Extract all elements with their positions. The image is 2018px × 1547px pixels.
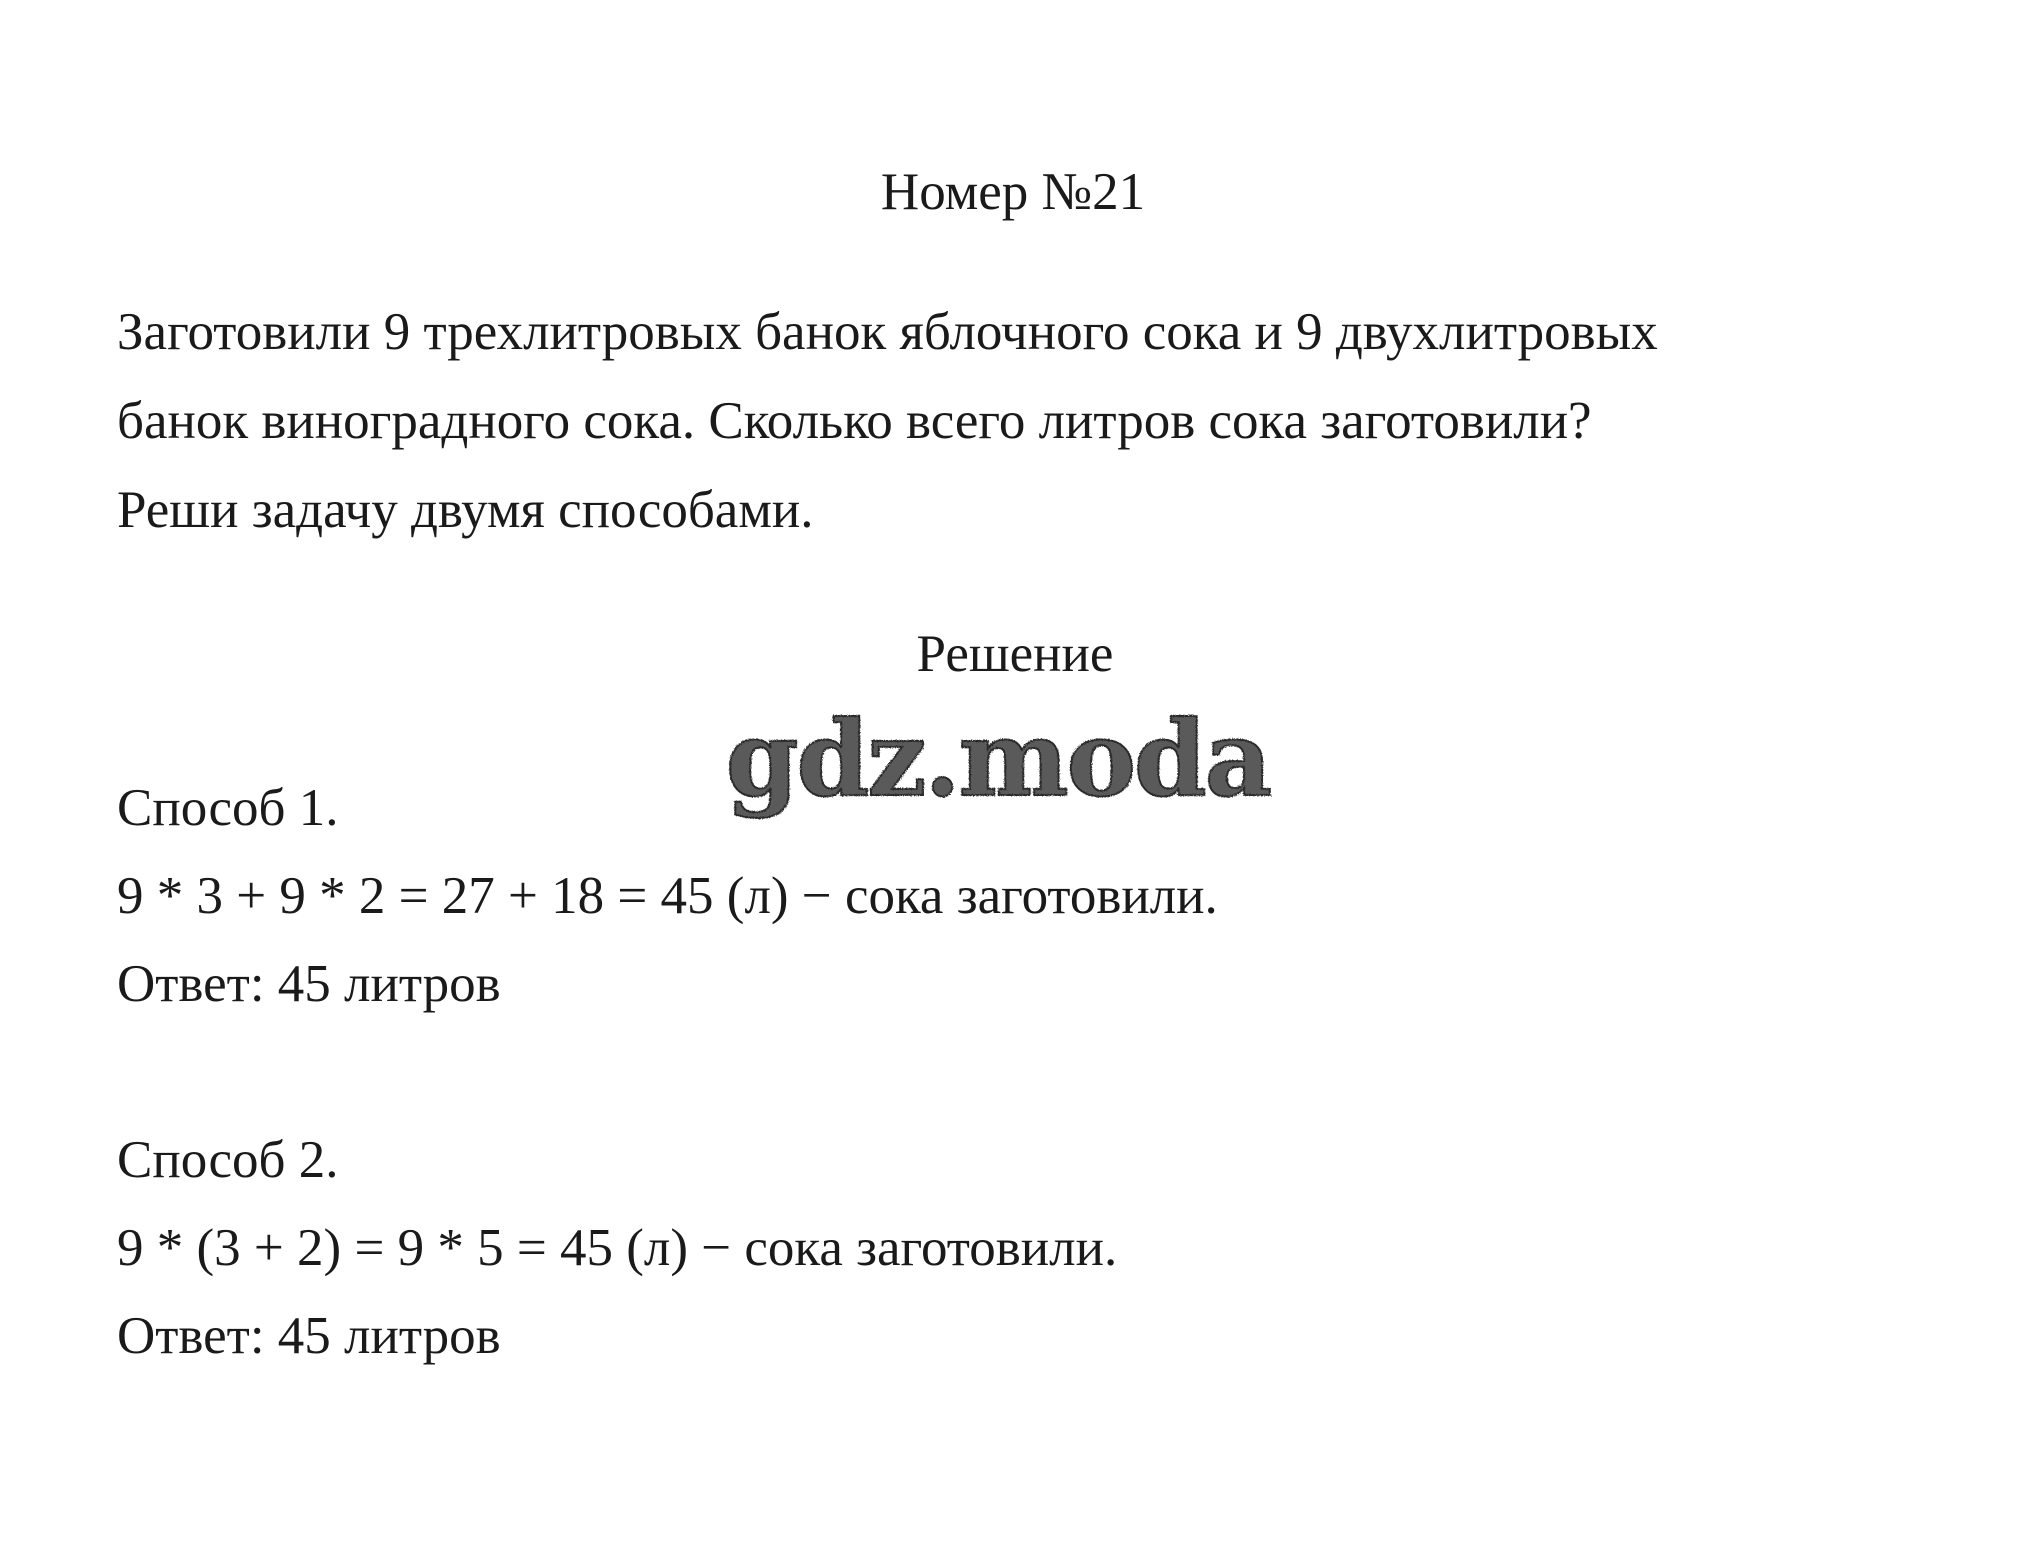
method-2-calculation: 9 * (3 + 2) = 9 * 5 = 45 (л) − сока заготовили. (117, 1219, 1118, 1277)
problem-line-1: Заготовили 9 трехлитровых банок яблочного сока и 9 двухлитровых (117, 303, 1658, 361)
problem-line-3: Реши задачу двумя способами. (117, 481, 814, 539)
method-1-answer: Ответ: 45 литров (117, 955, 501, 1013)
problem-line-2: банок виноградного сока. Сколько всего литров сока заготовили? (117, 392, 1592, 450)
page-title: Номер №21 (880, 163, 1146, 221)
solution-heading: Решение (916, 625, 1114, 683)
method-2-label: Способ 2. (117, 1131, 339, 1189)
method-1-calculation: 9 * 3 + 9 * 2 = 27 + 18 = 45 (л) − сока заготовили. (117, 867, 1218, 925)
svg-text:gdz.moda: gdz.moda (725, 700, 1271, 820)
method-2-answer: Ответ: 45 литров (117, 1307, 501, 1365)
watermark-logo (708, 700, 1288, 830)
method-1-label: Способ 1. (117, 779, 339, 837)
